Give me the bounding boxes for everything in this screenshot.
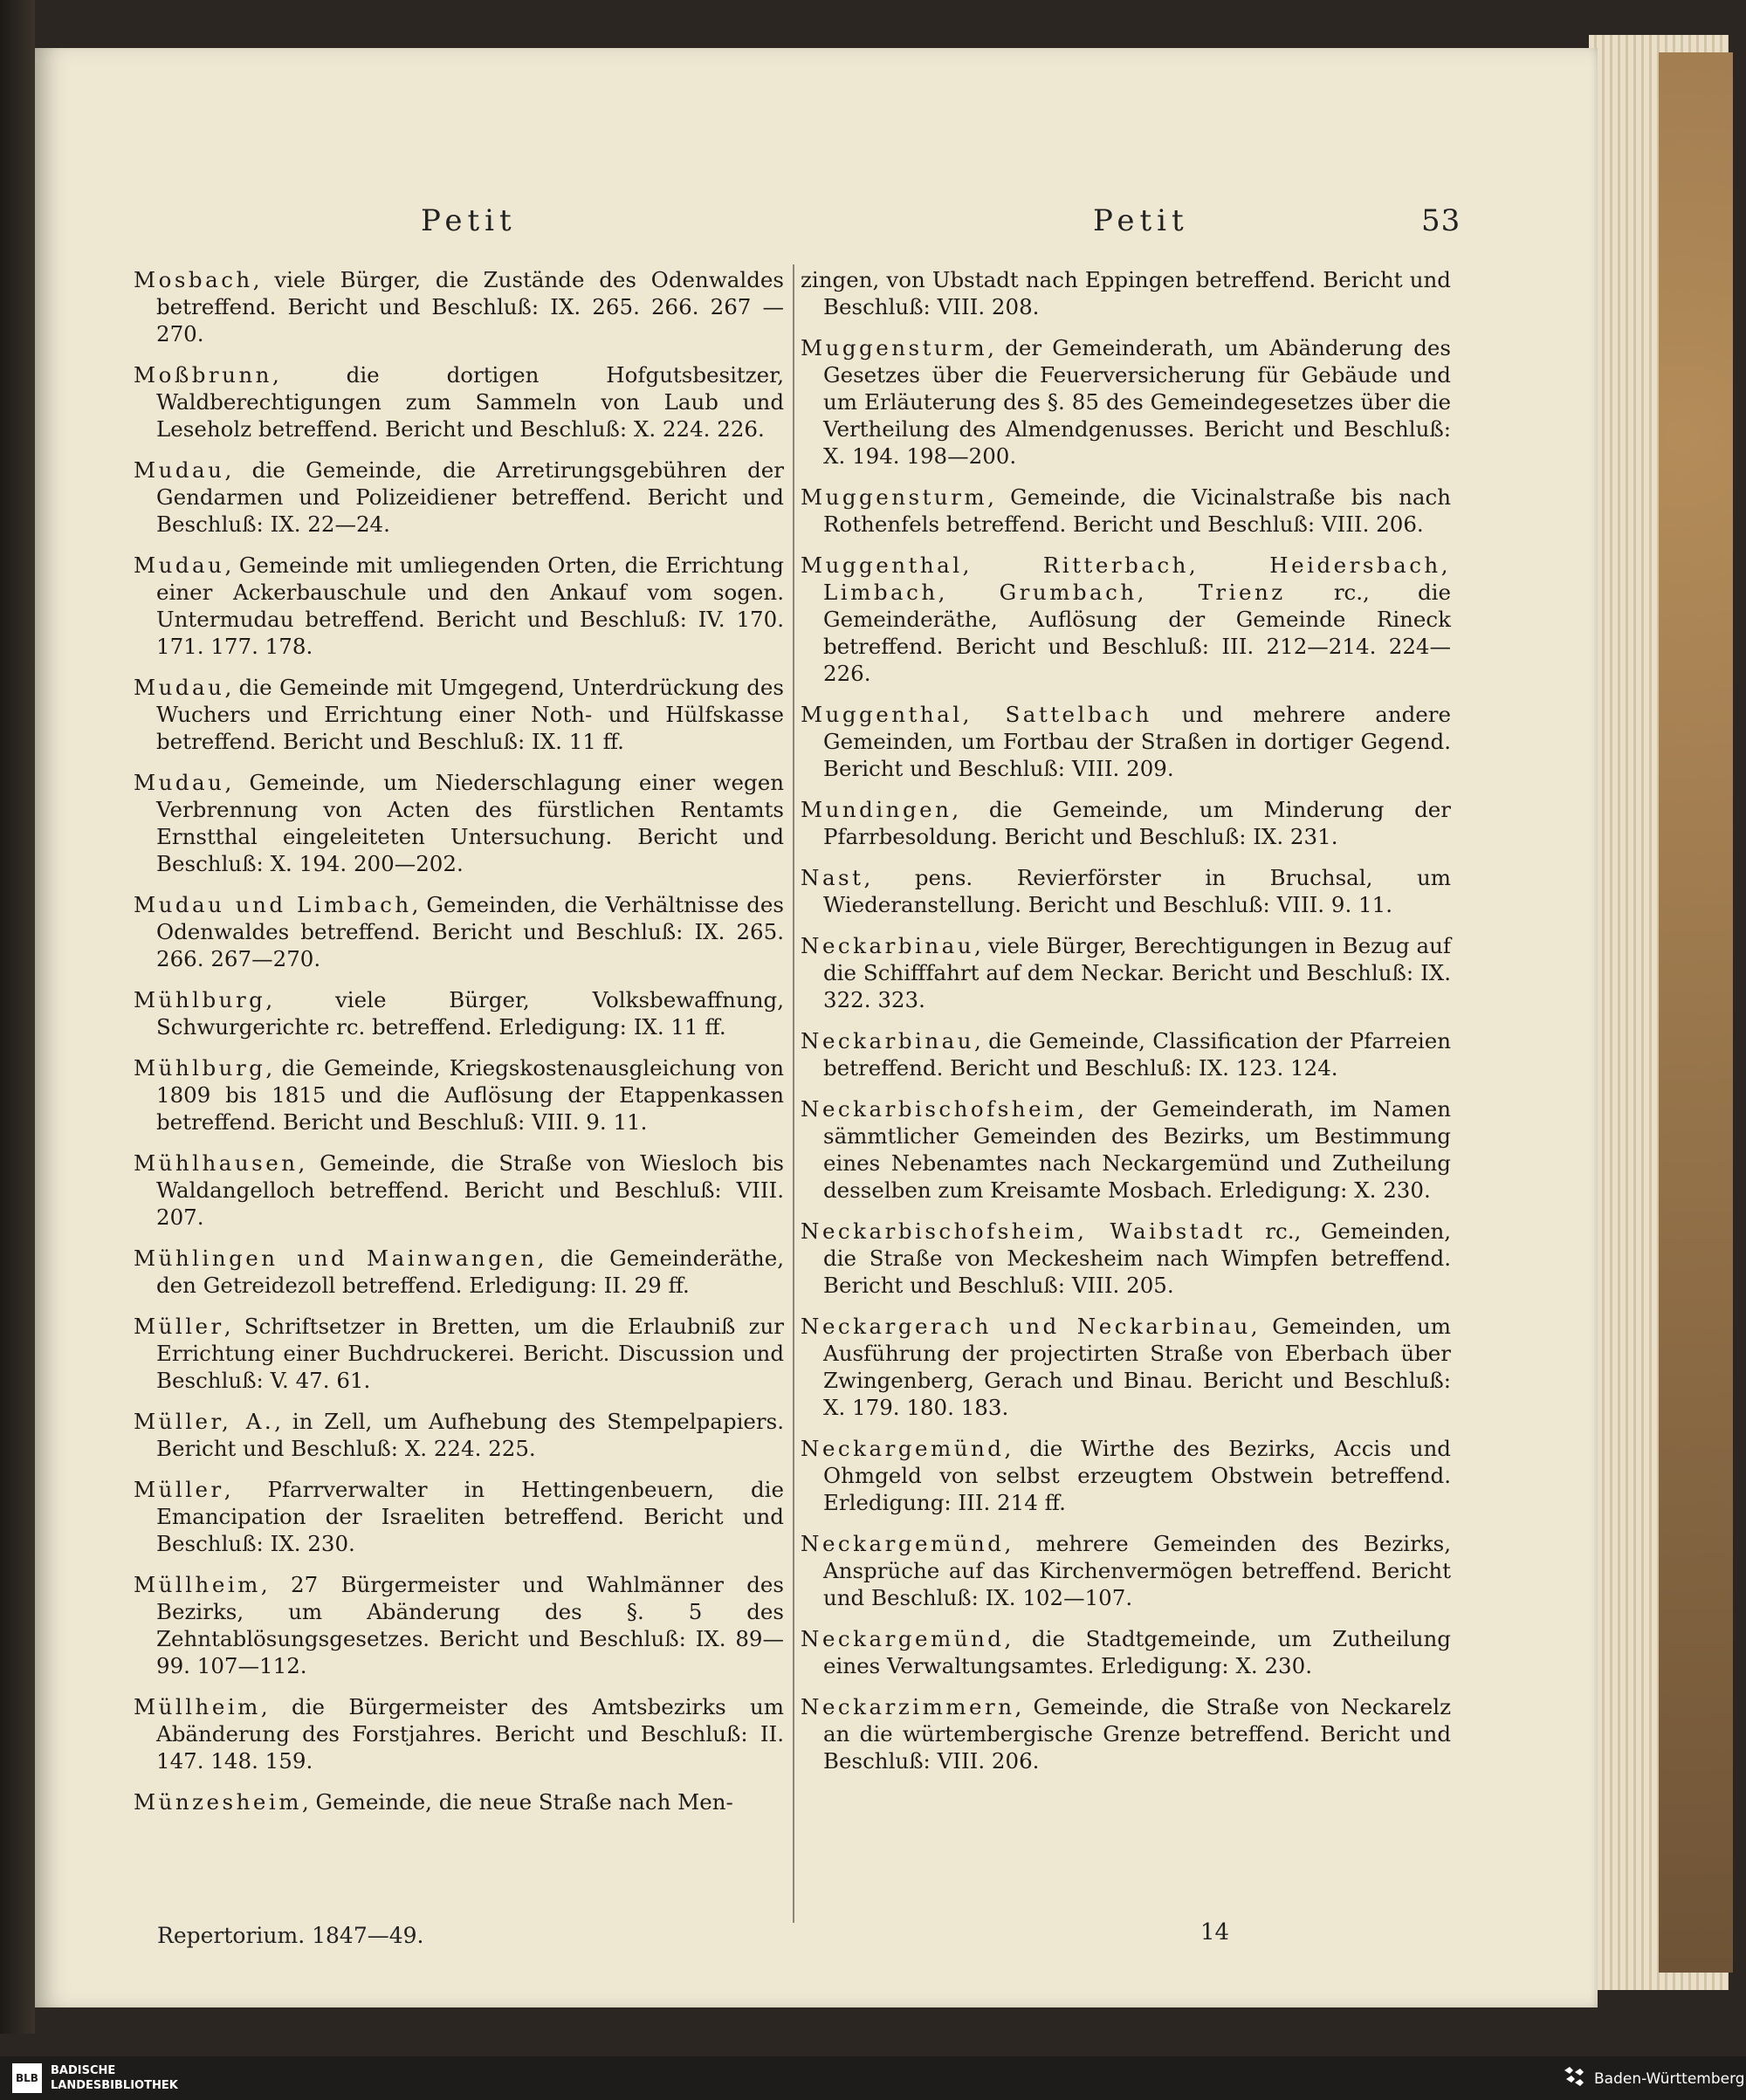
entry-headword: Moßbrunn [134,362,272,388]
entry-text: , die Wirthe des Bezirks, Accis und Ohmgeld von selbst erzeugtem Obstwein betreffend. Erledigung: III. 214 ff. [823,1436,1451,1515]
index-entry [801,552,1451,687]
column-divider [793,264,794,1923]
entry-headword: Müller [134,1477,224,1502]
entry-headword: Mühlhausen [134,1150,299,1176]
entry-text: , die Gemeinderäthe, den Getreidezoll betreffend. Erledigung: II. 29 ff. [156,1246,784,1298]
entry-headword: Neckarzimmern [801,1694,1015,1719]
entry-text: , die Gemeinde, Classification der Pfarreien betreffend. Bericht und Beschluß: IX. 123. 124. [823,1028,1451,1081]
entry-text: , Pfarrverwalter in Hettingenbeuern, die Emancipation der Israeliten betreffend. Bericht und Beschluß: IX. 230. [156,1477,784,1556]
index-entry [134,674,784,755]
entry-text: , die Bürgermeister des Amtsbezirks um Abänderung des Forstjahres. Bericht und Beschluß: II. 147. 148. 159. [156,1694,784,1774]
entry-headword: Neckargemünd [801,1436,1005,1461]
book-spine-left [0,0,35,2034]
entry-text: , Gemeinde, die Straße von Wiesloch bis Waldangelloch betreffend. Bericht und Beschluß: VIII. 207. [156,1150,784,1230]
viewer-footer-bar [0,2056,1746,2100]
index-entry [801,484,1451,538]
entry-text: , Gemeinde, die Vicinalstraße bis nach Rothenfels betreffend. Bericht und Beschluß: VIII. 206. [823,484,1451,537]
entry-text: , viele Bürger, die Zustände des Odenwaldes betreffend. Bericht und Beschluß: IX. 265. 266. 267 —270. [156,267,784,347]
entry-text: , Gemeinde mit umliegenden Orten, die Errichtung einer Ackerbauschule und den Ankauf vom sogen. Untermudau betreffend. Bericht und Beschluß: IV. 170. 171. 177. 178. [156,552,784,659]
index-entry [801,796,1451,850]
entry-text: rc., Gemeinden, die Straße von Meckesheim nach Wimpfen betreffend. Bericht und Beschluß: VIII. 205. [823,1218,1452,1298]
index-entry [801,1218,1451,1299]
entry-text: , die Gemeinde, Kriegskostenausgleichung von 1809 bis 1815 und die Auflösung der Etappenkassen betreffend. Bericht und Beschluß: VIII. 9. 11. [156,1055,784,1135]
entry-text: und mehrere andere Gemeinden, um Fortbau der Straßen in dortiger Gegend. Bericht und Beschluß: VIII. 209. [823,702,1451,781]
index-entry [134,1313,784,1394]
index-entry [134,1788,784,1815]
index-entry [134,1408,784,1462]
left-column [134,266,784,1829]
index-entry [134,986,784,1040]
entry-headword: Muggensturm [801,335,988,360]
entry-text: , die Gemeinde mit Umgegend, Unterdrückung des Wuchers und Errichtung einer Noth- und Hülfskasse betreffend. Bericht und Beschluß: IX. 11 ff. [156,675,784,754]
entry-headword: Neckargerach und Neckarbinau [801,1314,1251,1339]
index-entry [801,864,1451,918]
entry-headword: Muggenthal, Sattelbach [801,702,1152,727]
index-entry [801,334,1451,470]
entry-headword: Müllheim [134,1572,261,1597]
index-entry [134,1054,784,1136]
blb-name-line1: BADISCHE [51,2064,116,2077]
entry-headword: Mundingen [801,797,952,822]
index-entry [134,891,784,972]
entry-headword: Mudau [134,675,225,700]
entry-headword: Neckarbischofsheim [801,1096,1078,1122]
index-entry [801,266,1451,320]
blb-logo[interactable]: BLB [12,2063,42,2093]
running-head-left: Petit [421,203,517,238]
entry-text: , 27 Bürgermeister und Wahlmänner des Bezirks, um Abänderung des §. 5 des Zehntablösungsgesetzes. Bericht und Beschluß: IX. 89—99. 107—112. [156,1572,784,1678]
entry-text: , viele Bürger, Berechtigungen in Bezug auf die Schifffahrt auf dem Neckar. Bericht und Beschluß: IX. 322. 323. [823,933,1451,1012]
book-cover-right [1659,52,1733,1973]
entry-headword: Mühlburg [134,1055,266,1081]
index-entry [801,701,1451,782]
index-entry [801,1693,1451,1774]
entry-text: zingen, von Ubstadt nach Eppingen betreffend. Bericht und Beschluß: VIII. 208. [801,267,1451,319]
entry-headword: Neckarbischofsheim, Waibstadt [801,1218,1246,1244]
book-page [35,48,1598,2007]
entry-headword: Müller [134,1314,224,1339]
entry-text: , Gemeinden, um Ausführung der projectirten Straße von Eberbach über Zwingenberg, Gerach und Binau. Bericht und Beschluß: X. 179. 180. 183. [823,1314,1451,1420]
entry-text: , die Stadtgemeinde, um Zutheilung eines Verwaltungsamtes. Erledigung: X. 230. [823,1626,1451,1678]
entry-text: , Schriftsetzer in Bretten, um die Erlaubniß zur Errichtung einer Buchdruckerei. Bericht. Discussion und Beschluß: V. 47. 61. [156,1314,784,1393]
index-entry [134,552,784,660]
entry-text: , die Gemeinde, die Arretirungsgebühren der Gendarmen und Polizeidiener betreffend. Bericht und Beschluß: IX. 22—24. [156,457,784,537]
index-entry [134,1245,784,1299]
entry-text: , viele Bürger, Volksbewaffnung, Schwurgerichte rc. betreffend. Erledigung: IX. 11 ff. [156,987,784,1040]
index-entry [801,1027,1451,1081]
index-entry [801,1625,1451,1679]
entry-headword: Mudau [134,770,225,795]
entry-text: , mehrere Gemeinden des Bezirks, Ansprüche auf das Kirchenvermögen betreffend. Bericht und Beschluß: IX. 102—107. [823,1531,1451,1610]
entry-headword: Muggensturm [801,484,988,510]
index-entry [134,1693,784,1774]
entry-text: , pens. Revierförster in Bruchsal, um Wiederanstellung. Bericht und Beschluß: VIII. 9. 11. [823,865,1451,917]
index-entry [134,266,784,347]
baden-wuerttemberg-name: Baden-Württemberg [1594,2070,1745,2088]
running-head-right: Petit [1093,203,1189,238]
index-entry [134,769,784,877]
entry-headword: Muggenthal, Ritterbach, Heidersbach, Limbach, Grumbach, Trienz [801,552,1451,605]
entry-headword: Neckargemünd [801,1531,1005,1556]
index-entry [134,1571,784,1679]
index-entry [134,456,784,538]
entry-headword: Münzesheim [134,1789,302,1815]
index-entry [134,1476,784,1557]
entry-headword: Mühlburg [134,987,266,1012]
entry-headword: Neckarbinau [801,933,975,958]
entry-headword: Neckargemünd [801,1626,1005,1651]
entry-text: , Gemeinden, die Verhältnisse des Odenwaldes betreffend. Bericht und Beschluß: IX. 265. 266. 267—270. [156,892,784,971]
entry-text: , die dortigen Hofgutsbesitzer, Waldberechtigungen zum Sammeln von Laub und Leseholz betreffend. Bericht und Beschluß: X. 224. 226. [156,362,784,442]
footer-title: Repertorium. 1847—49. [157,1923,424,1948]
entry-headword: Nast [801,865,864,890]
entry-headword: Neckarbinau [801,1028,975,1053]
entry-headword: Müller, A. [134,1409,275,1434]
baden-wuerttemberg-emblem-icon [1563,2065,1585,2091]
entry-text: , der Gemeinderath, im Namen sämmtlicher Gemeinden des Bezirks, um Bestimmung eines Nebenamtes nach Neckargemünd und Zutheilung desselben zum Kreisamte Mosbach. Erledigung: X. 230. [823,1096,1451,1203]
entry-text: , die Gemeinde, um Minderung der Pfarrbesoldung. Bericht und Beschluß: IX. 231. [823,797,1451,849]
blb-name-line2: LANDESBIBLIOTHEK [51,2079,178,2092]
entry-text: , Gemeinde, um Niederschlagung einer wegen Verbrennung von Acten des fürstlichen Rentamts Ernstthal eingeleiteten Untersuchung. Bericht und Beschluß: X. 194. 200—202. [156,770,784,876]
index-entry [134,1150,784,1231]
entry-headword: Mosbach [134,267,253,292]
index-entry [134,361,784,443]
right-column [801,266,1451,1788]
entry-headword: Mudau [134,552,225,578]
blb-name [51,2063,178,2093]
signature-mark: 14 [1200,1919,1230,1946]
index-entry [801,1530,1451,1611]
entry-headword: Mudau [134,457,225,483]
entry-text: , Gemeinde, die neue Straße nach Men- [301,1789,733,1815]
entry-headword: Mudau und Limbach [134,892,412,917]
entry-text: , Gemeinde, die Straße von Neckarelz an die würtembergische Grenze betreffend. Bericht und Beschluß: VIII. 206. [823,1694,1451,1774]
index-entry [801,1313,1451,1421]
entry-text: , der Gemeinderath, um Abänderung des Gesetzes über die Feuerversicherung für Gebäude und um Erläuterung des §. 85 des Gemeindegesetzes über die Vertheilung des Almendgenusses. Bericht und Beschluß: X. 194. 198—200. [823,335,1451,469]
index-entry [801,1435,1451,1516]
entry-headword: Mühlingen und Mainwangen [134,1246,538,1271]
entry-headword: Müllheim [134,1694,261,1719]
index-entry [801,1095,1451,1204]
index-entry [801,932,1451,1013]
page-number: 53 [1421,203,1461,238]
entry-text: , in Zell, um Aufhebung des Stempelpapiers. Bericht und Beschluß: X. 224. 225. [156,1409,784,1461]
entry-text: rc., die Gemeinderäthe, Auflösung der Gemeinde Rineck betreffend. Bericht und Beschluß: III. 212—214. 224—226. [823,580,1451,686]
